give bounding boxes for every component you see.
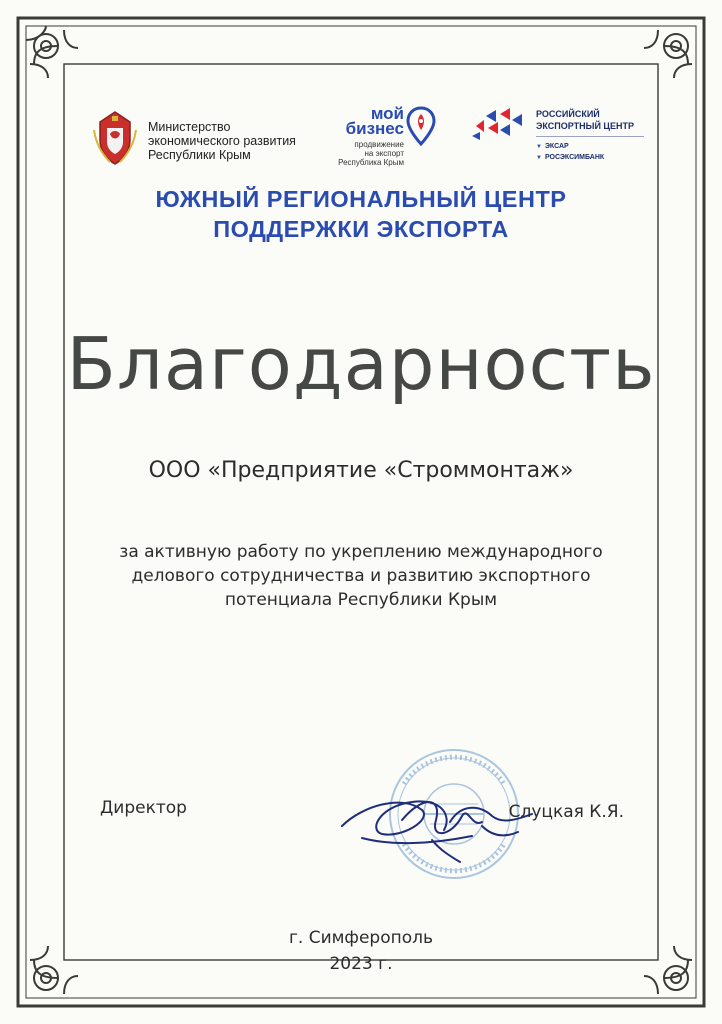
company-name: ООО «Предприятие «Строммонтаж» [148,458,574,483]
logo-row [88,100,648,180]
main-heading: Благодарность [66,322,656,406]
export-center-logo [470,104,650,176]
crimea-crest-icon [92,110,138,166]
my-business-word-2: бизнес [345,119,404,138]
reason-line-2: делового сотрудничества и развитию экспортного [131,566,591,586]
triangle-icon: ▼ [536,144,542,150]
export-center-line-1: РОССИЙСКИЙ [536,109,600,119]
export-center-sub-2: РОСЭКСИМБАНК [544,154,605,161]
support-center-title [0,184,722,244]
signer-position: Директор [100,798,187,818]
support-center-title-line-1: ЮЖНЫЙ РЕГИОНАЛЬНЫЙ ЦЕНТР [155,186,567,212]
export-center-mark-icon [470,106,526,142]
my-business-word-1: мой [370,104,404,123]
my-business-sub-1: продвижение [354,140,404,149]
my-business-sub-2: на экспорт [364,149,404,158]
reason-line-3: потенциала Республики Крым [224,590,498,610]
rocket-pin-icon [406,106,436,146]
support-center-title-line-2: ПОДДЕРЖКИ ЭКСПОРТА [213,216,509,242]
gratitude-reason [0,540,722,612]
ministry-line-2: экономического развития [148,134,296,148]
my-business-logo [320,106,440,176]
reason-line-1: за активную работу по укреплению международного [119,542,603,562]
ministry-logo [92,110,322,170]
export-center-sub-1: ЭКСАР [544,143,569,150]
city: г. Симферополь [288,928,434,948]
year: 2023 г. [329,954,393,974]
ministry-line-1: Министерство [148,120,231,134]
export-center-line-2: ЭКСПОРТНЫЙ ЦЕНТР [536,121,634,131]
ministry-line-3: Республики Крым [148,148,251,162]
my-business-sub-3: Республика Крым [338,158,404,167]
triangle-icon: ▼ [536,155,542,161]
export-center-divider [536,136,644,137]
signer-name: Слуцкая К.Я. [508,802,624,822]
